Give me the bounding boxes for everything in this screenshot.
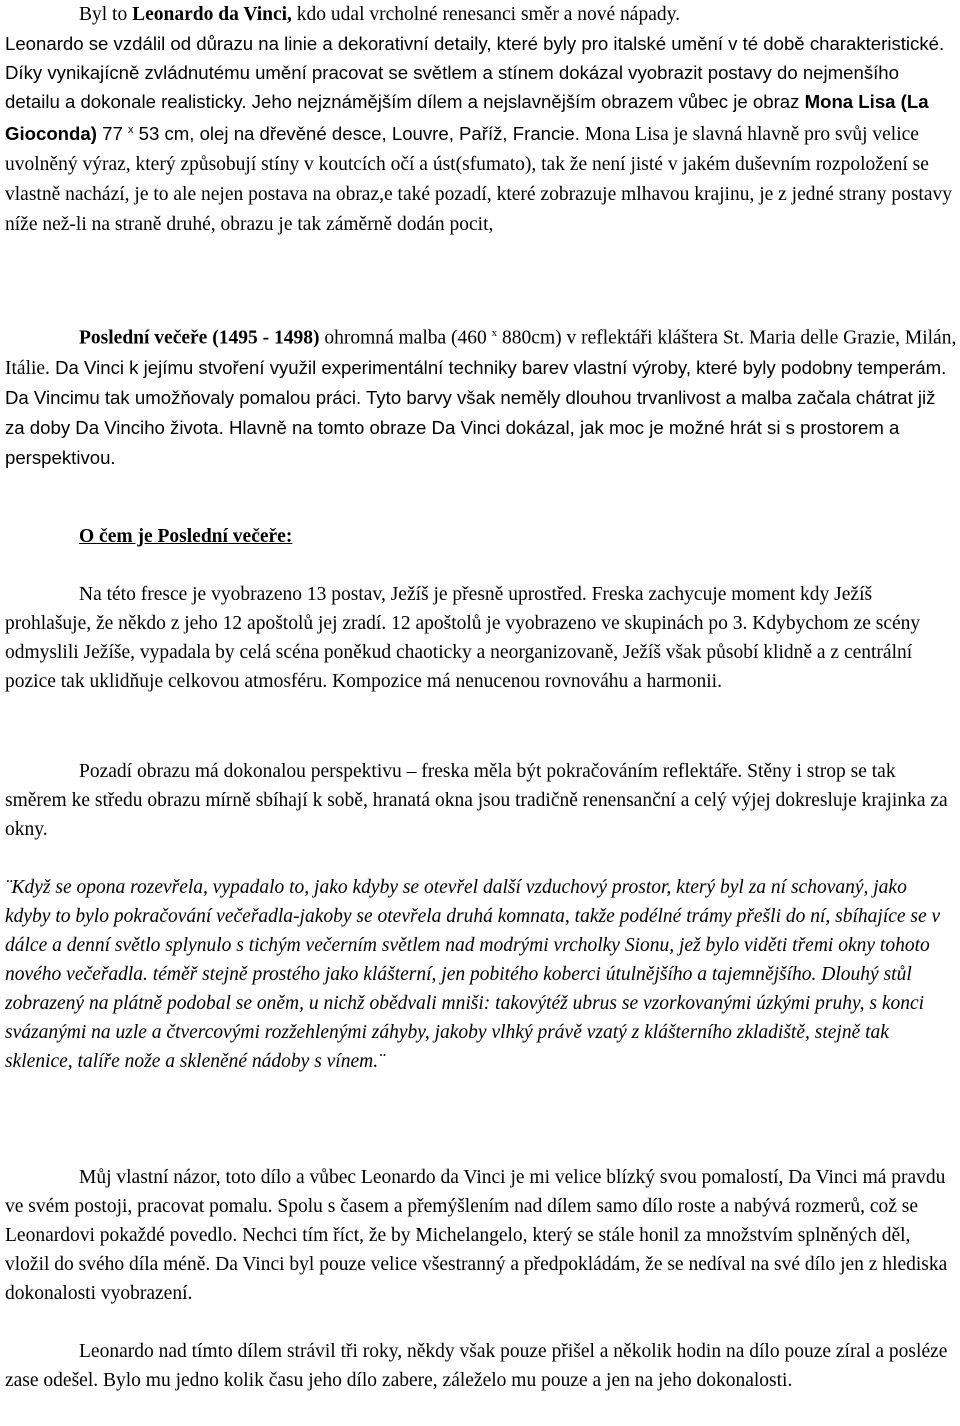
text-span: 880cm) v reflektáři kláštera St. Maria delle Grazie, Milán, Itálie. (5, 327, 957, 379)
dimension-times-sign: x (491, 327, 498, 339)
bold-title-mona-lisa: Mona Lisa (La Gioconda) (5, 91, 929, 145)
bold-title-last-supper: Poslední večeře (79, 327, 208, 349)
section-heading: O čem je Poslední večeře: (79, 526, 293, 547)
text-span: 53 cm, olej na dřevěné desce, Louvre, Paříž, Francie. (133, 123, 580, 145)
dimension-times-sign: x (127, 124, 134, 136)
paragraph-last-supper (5, 319, 957, 473)
paragraph-background-perspective: Pozadí obrazu má dokonalou perspektivu – freska měla být pokračováním reflektáře. Stěny i strop se tak směrem ke středu obrazu mírně sbíhají k sobě, hranatá okna jsou tradičně renensanční a celý výjej dokresluje krajinka za okny. (5, 761, 948, 840)
text-span: Leonardo se vzdálil od důrazu na linie a dekorativní detaily, které byly pro italské umění v té době charakteristické. Díky vynikajícně zvládnutému umění pracovat se světlem a stínem dokázal vyobrazit postavy do nejmenšího detailu a dokonale realisticky. Jeho nejznámějším dílem a nejslavnějším obrazem vůbec je obraz (5, 33, 945, 112)
text-span: 77 (96, 123, 128, 145)
text-span-serif: Mona Lisa je slavná hlavně pro svůj velice uvolněný výraz, který způsobují stíny v koutcích očí a úst(sfumato), tak že není jisté v jakém duševním rozpoložení se vlastně nachází, je to ale nejen postava na obraz,e také pozadí, které zobrazuje mlhavou krajinu, je z jedné strany postavy níže než-li na straně druhé, obrazu je tak záměrně dodán pocit, (5, 124, 952, 236)
text-span: kdo udal vrcholné renesanci směr a nové nápady. (291, 4, 680, 25)
bold-years: (1495 - 1498) (207, 327, 320, 349)
paragraph-fresco-description: Na této fresce je vyobrazeno 13 postav, Ježíš je přesně uprostřed. Freska zachycuje moment kdy Ježíš prohlašuje, že někdo z jeho 12 apoštolů jej zradí. 12 apoštolů je vyobrazeno ve skupinách po 3. Kdybychom ze scény odmyslili Ježíše, vypadala by celá scéna poněkud chaoticky a neorganizovaně, Ježíš však působí klidně a z centrální pozice tak uklidňuje celkovou atmosféru. Kompozice má nenucenou rovnováhu a harmonii. (5, 584, 921, 692)
paragraph-personal-opinion: Můj vlastní názor, toto dílo a vůbec Leonardo da Vinci je mi velice blízký svou pomalostí, Da Vinci má pravdu ve svém postoji, pracovat pomalu. Spolu s časem a přemýšlením nad dílem samo dílo roste a nabývá rozmerů, což se Leonardovi pokaždé povedlo. Nechci tím říct, že by Michelangelo, který se stále honil za množstvím splněných děl, vložil do svého díla méně. Da Vinci byl pouze velice všestranný a předpokládám, že se nedíval na své dílo jen z hlediska dokonalosti vyobrazení. (5, 1167, 948, 1304)
text-span: ohromná malba (460 (319, 327, 492, 349)
quote-block: ¨Když se opona rozevřela, vypadalo to, jako kdyby se otevřel další vzduchový prostor, který byl za ní schovaný, jako kdyby to bylo pokračování večeřadla-jakoby se otevřela druhá komnata, takže podélné trámy přešli do ní, sbíhajíce se v dálce a denní světlo splynulo s tichým večerním světlem nad modrými vrcholky Sionu, jež bylo viděti třemi okny tohoto nového večeřadla. téměř stejně prostého jako klášterní, jen pobitého koberci útulnějšího a tajemnějšího. Dlouhý stůl zobrazený na plátně podobal se oněm, u nichž obědvali mniši: takovýtéž ubrus se vzorkovanými úzkými pruhy, s konci svázanými na uzle a čtvercovými rozžehlenými záhyby, jakoby vlhký právě vzatý z klášterního zkladiště, stejně tak sklenice, talíře nože a skleněné nádoby s vínem.¨ (5, 877, 941, 1072)
paragraph-closing: Leonardo nad tímto dílem strávil tři roky, někdy však pouze přišel a několik hodin na dílo pouze zíral a posléze zase odešel. Bylo mu jedno kolik času jeho dílo zabere, záleželo mu pouze a jen na jeho dokonalosti. (5, 1341, 948, 1391)
paragraph-mona-lisa (5, 29, 957, 239)
paragraph-intro-line (5, 0, 957, 29)
text-span: Byl to (79, 4, 133, 25)
bold-name-leonardo: Leonardo da Vinci, (132, 4, 292, 25)
text-span-sans: Da Vinci k jejímu stvoření využil experimentální techniky barev vlastní výroby, které byly podobny temperám. Da Vincimu tak umožňovaly pomalou práci. Tyto barvy však neměly dlouhou trvanlivost a malba začala chátrat již za doby Da Vinciho života. Hlavně na tomto obraze Da Vinci dokázal, jak moc je možné hrát si s prostorem a perspektivou. (5, 356, 947, 468)
